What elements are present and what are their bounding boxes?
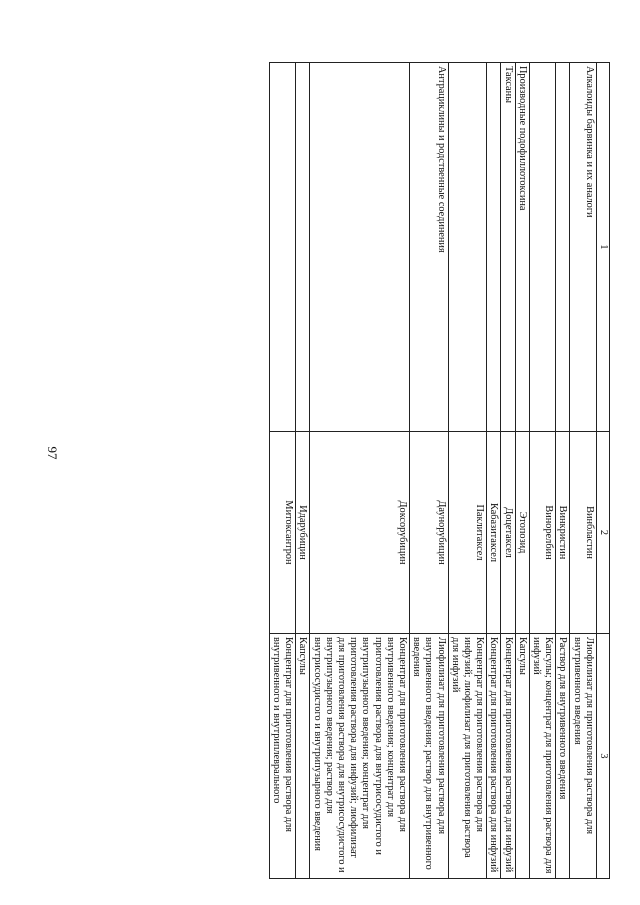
drug-table-container [269, 62, 610, 878]
group-cell [487, 63, 501, 432]
group-cell [556, 63, 570, 432]
dosage-form-cell: Концентрат для приготовления раствора для инфузий; лиофилизат для приготовления раствора для инфузий [448, 634, 487, 879]
table-row [487, 63, 501, 879]
drug-name-cell: Митоксантрон [269, 432, 295, 634]
dosage-form-cell: Лиофилизат для приготовления раствора для внутривенного введения [570, 634, 596, 879]
drug-name-cell: Доцетаксел [501, 432, 515, 634]
drug-name-cell: Кабазитаксел [487, 432, 501, 634]
group-cell [269, 63, 295, 432]
drug-name-cell: Доксорубицин [310, 432, 410, 634]
header-col-1: 1 [596, 63, 609, 432]
group-cell: Производные подофиллотоксина [515, 63, 529, 432]
dosage-form-cell: Капсулы [515, 634, 529, 879]
table-row [529, 63, 555, 879]
drug-name-cell: Этопозид [515, 432, 529, 634]
group-cell: Таксаны [501, 63, 515, 432]
group-cell: Антрациклины и родственные соединения [409, 63, 448, 432]
drug-name-cell: Даунорубицин [409, 432, 448, 634]
dosage-form-cell: Концентрат для приготовления раствора для инфузий [501, 634, 515, 879]
drug-table [269, 62, 610, 879]
header-col-2: 2 [596, 432, 609, 634]
table-row [501, 63, 515, 879]
drug-name-cell: Винкристин [556, 432, 570, 634]
dosage-form-cell: Концентрат для приготовления раствора для инфузий [487, 634, 501, 879]
drug-name-cell: Винбластин [570, 432, 596, 634]
dosage-form-cell: Раствор для внутривенного введения [556, 634, 570, 879]
table-row [409, 63, 448, 879]
dosage-form-cell: Капсулы [296, 634, 310, 879]
header-row [596, 63, 609, 879]
drug-table-body [269, 63, 609, 879]
drug-name-cell: Винорелбин [529, 432, 555, 634]
group-cell [310, 63, 410, 432]
dosage-form-cell: Концентрат для приготовления раствора для внутривенного введения; концентрат для приготовления раствора для внутрисосудистого и внутрипузырного введения; концентрат для приготовления раствора для инфузий; лиофилизат для приготовления раствора для внутрисосудистого и внутрипузырного введения; раствор для внутрисосудистого и внутрипузырного введения [310, 634, 410, 879]
table-row [269, 63, 295, 879]
table-row [296, 63, 310, 879]
table-row [310, 63, 410, 879]
group-cell [529, 63, 555, 432]
header-col-3: 3 [596, 634, 609, 879]
drug-name-cell: Идарубицин [296, 432, 310, 634]
table-row [570, 63, 596, 879]
group-cell [448, 63, 487, 432]
group-cell [296, 63, 310, 432]
table-row [448, 63, 487, 879]
table-row [556, 63, 570, 879]
dosage-form-cell: Лиофилизат для приготовления раствора для внутривенного введения; раствор для внутривенного введения [409, 634, 448, 879]
dosage-form-cell: Капсулы; концентрат для приготовления раствора для инфузий [529, 634, 555, 879]
page-number: 97 [45, 446, 60, 460]
table-row [515, 63, 529, 879]
dosage-form-cell: Концентрат для приготовления раствора для внутривенного и внутриплеврального [269, 634, 295, 879]
group-cell: Алкалоиды барвинка и их аналоги [570, 63, 596, 432]
drug-name-cell: Паклитаксел [448, 432, 487, 634]
